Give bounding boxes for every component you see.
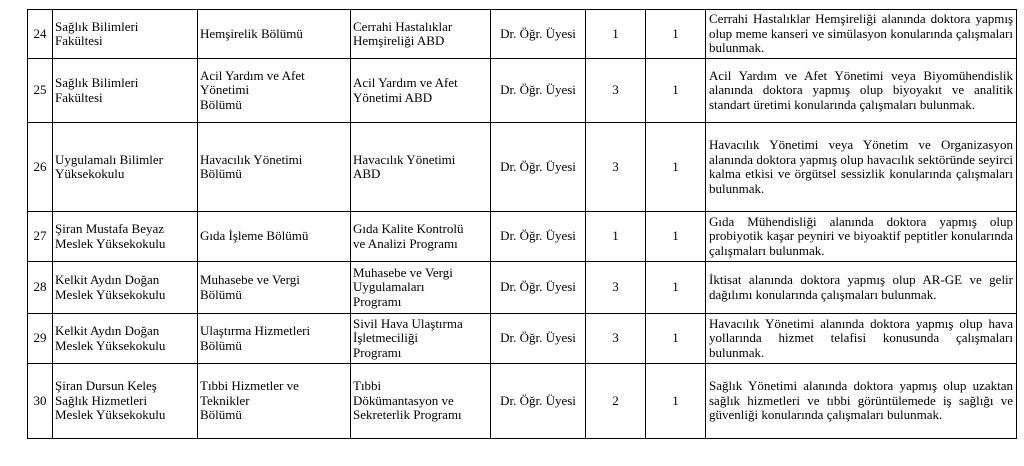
faculty-cell: Şiran Mustafa Beyaz Meslek Yüksekokulu: [53, 212, 198, 262]
requirements-cell: İktisat alanında doktora yapmış olup AR-GE ve gelir dağılımı konularında çalışmaları bulunmak.: [706, 262, 1017, 314]
academic-title-cell: Dr. Öğr. Üyesi: [491, 212, 586, 262]
count-cell: 1: [646, 10, 706, 59]
row-number: 30: [28, 364, 53, 439]
row-number: 26: [28, 123, 53, 212]
table-row: [28, 364, 1017, 439]
count-cell: 1: [646, 59, 706, 123]
table-row: [28, 59, 1017, 123]
program-cell: Sivil Hava Ulaştırma İşletmeciliği Programı: [351, 314, 491, 364]
academic-title-cell: Dr. Öğr. Üyesi: [491, 314, 586, 364]
faculty-cell: Şiran Dursun Keleş Sağlık Hizmetleri Meslek Yüksekokulu: [53, 364, 198, 439]
program-cell: Acil Yardım ve Afet Yönetimi ABD: [351, 59, 491, 123]
count-cell: 1: [586, 10, 646, 59]
faculty-cell: Kelkit Aydın Doğan Meslek Yüksekokulu: [53, 314, 198, 364]
row-number: 25: [28, 59, 53, 123]
requirements-cell: Sağlık Yönetimi alanında doktora yapmış olup uzaktan sağlık hizmetleri ve tıbbi görüntülemede iş sağlığı ve güvenliği konularında çalışmaları bulunmak.: [706, 364, 1017, 439]
faculty-cell: Sağlık Bilimleri Fakültesi: [53, 10, 198, 59]
row-number: 24: [28, 10, 53, 59]
staff-positions-table: [27, 9, 1017, 439]
row-number: 28: [28, 262, 53, 314]
requirements-cell: Acil Yardım ve Afet Yönetimi veya Biyomühendislik alanında doktora yapmış olup biyoyakıt ve analitik standart üretimi konularında çalışmaları bulunmak.: [706, 59, 1017, 123]
academic-title-cell: Dr. Öğr. Üyesi: [491, 59, 586, 123]
requirements-cell: Havacılık Yönetimi veya Yönetim ve Organizasyon alanında doktora yapmış olup havacılık sektöründe seyirci kalma etkisi ve örgütsel sessizlik konularında çalışmaları bulunmak.: [706, 123, 1017, 212]
program-cell: Tıbbi Dökümantasyon ve Sekreterlik Programı: [351, 364, 491, 439]
academic-title-cell: Dr. Öğr. Üyesi: [491, 10, 586, 59]
count-cell: 1: [646, 123, 706, 212]
program-cell: Gıda Kalite Kontrolü ve Analizi Programı: [351, 212, 491, 262]
department-cell: Hemşirelik Bölümü: [198, 10, 351, 59]
department-cell: Muhasebe ve Vergi Bölümü: [198, 262, 351, 314]
requirements-cell: Gıda Mühendisliği alanında doktora yapmış olup probiyotik kaşar peyniri ve biyoaktif peptitler konularında çalışmaları bulunmak.: [706, 212, 1017, 262]
program-cell: Muhasebe ve Vergi Uygulamaları Programı: [351, 262, 491, 314]
department-cell: Gıda İşleme Bölümü: [198, 212, 351, 262]
faculty-cell: Uygulamalı Bilimler Yüksekokulu: [53, 123, 198, 212]
department-cell: Tıbbi Hizmetler ve Teknikler Bölümü: [198, 364, 351, 439]
count-cell: 1: [646, 314, 706, 364]
department-cell: Havacılık Yönetimi Bölümü: [198, 123, 351, 212]
academic-title-cell: Dr. Öğr. Üyesi: [491, 364, 586, 439]
table-row: [28, 262, 1017, 314]
requirements-cell: Havacılık Yönetimi alanında doktora yapmış olup hava yollarında hizmet telafisi konusunda çalışmaları bulunmak.: [706, 314, 1017, 364]
count-cell: 1: [646, 262, 706, 314]
count-cell: 3: [586, 314, 646, 364]
table-row: [28, 314, 1017, 364]
faculty-cell: Sağlık Bilimleri Fakültesi: [53, 59, 198, 123]
table-row: [28, 123, 1017, 212]
academic-title-cell: Dr. Öğr. Üyesi: [491, 262, 586, 314]
department-cell: Acil Yardım ve Afet Yönetimi Bölümü: [198, 59, 351, 123]
row-number: 29: [28, 314, 53, 364]
academic-title-cell: Dr. Öğr. Üyesi: [491, 123, 586, 212]
count-cell: 2: [586, 364, 646, 439]
requirements-cell: Cerrahi Hastalıklar Hemşireliği alanında doktora yapmış olup meme kanseri ve simülasyon konularında çalışmaları bulunmak.: [706, 10, 1017, 59]
count-cell: 1: [646, 212, 706, 262]
count-cell: 1: [646, 364, 706, 439]
program-cell: Cerrahi Hastalıklar Hemşireliği ABD: [351, 10, 491, 59]
department-cell: Ulaştırma Hizmetleri Bölümü: [198, 314, 351, 364]
row-number: 27: [28, 212, 53, 262]
count-cell: 1: [586, 212, 646, 262]
count-cell: 3: [586, 123, 646, 212]
count-cell: 3: [586, 262, 646, 314]
program-cell: Havacılık Yönetimi ABD: [351, 123, 491, 212]
faculty-cell: Kelkit Aydın Doğan Meslek Yüksekokulu: [53, 262, 198, 314]
count-cell: 3: [586, 59, 646, 123]
table-row: [28, 10, 1017, 59]
table-row: [28, 212, 1017, 262]
